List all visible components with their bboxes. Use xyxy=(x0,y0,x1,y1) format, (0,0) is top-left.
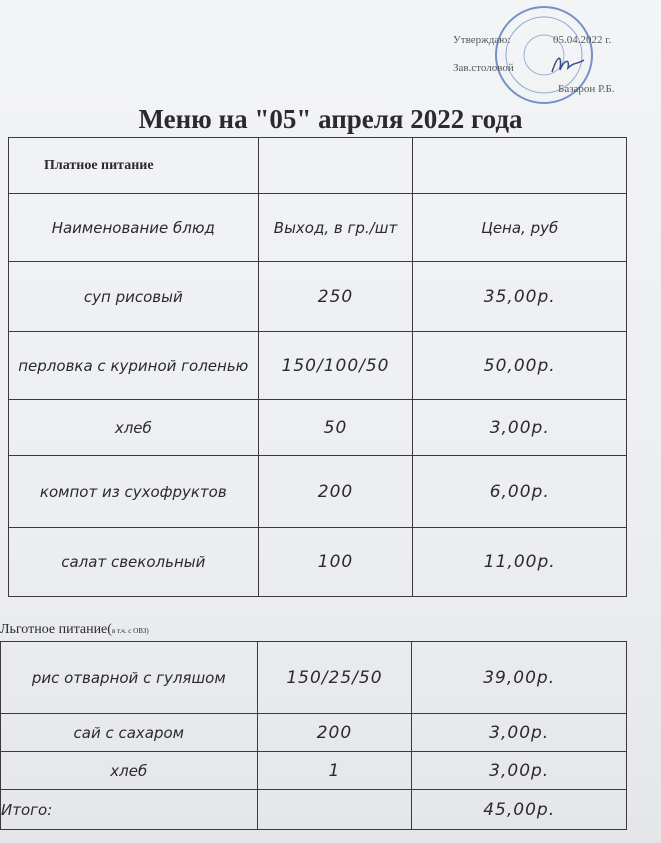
approve-position: Зав.столовой xyxy=(453,62,514,74)
total-row xyxy=(1,790,627,830)
table-row xyxy=(1,752,627,790)
empty-cell xyxy=(413,138,627,194)
page-title: Меню на "05" апреля 2022 года xyxy=(138,104,523,134)
table-row xyxy=(9,138,627,194)
approve-date: 05.04.2022 г. xyxy=(553,34,612,46)
benefit-section-label xyxy=(0,622,149,638)
dish-price: 6,00р. xyxy=(413,456,627,528)
empty-cell xyxy=(258,138,413,194)
dish-name: рис отварной с гуляшом xyxy=(1,642,258,714)
table-row xyxy=(9,528,627,597)
benefit-label: Льготное питание( xyxy=(0,622,112,637)
header-price: Цена, руб xyxy=(413,194,627,262)
dish-price: 11,00р. xyxy=(413,528,627,597)
paid-section-label: Платное питание xyxy=(9,138,259,194)
table-row xyxy=(1,714,627,752)
table-row xyxy=(9,456,627,528)
dish-name: компот из сухофруктов xyxy=(9,456,259,528)
table-row xyxy=(9,332,627,400)
dish-price: 39,00р. xyxy=(412,642,627,714)
dish-name: сай с сахаром xyxy=(1,714,258,752)
dish-output: 50 xyxy=(258,400,413,456)
dish-output: 200 xyxy=(257,714,412,752)
paid-menu-table xyxy=(8,137,627,597)
dish-name: салат свекольный xyxy=(9,528,259,597)
table-row xyxy=(9,262,627,332)
empty-cell xyxy=(257,790,412,830)
table-row xyxy=(1,642,627,714)
dish-price: 35,00р. xyxy=(413,262,627,332)
dish-output: 100 xyxy=(258,528,413,597)
dish-output: 250 xyxy=(258,262,413,332)
dish-output: 200 xyxy=(258,456,413,528)
dish-name: суп рисовый xyxy=(9,262,259,332)
table-row xyxy=(9,400,627,456)
approve-label: Утверждаю: xyxy=(453,34,511,46)
table-header-row xyxy=(9,194,627,262)
dish-output: 1 xyxy=(257,752,412,790)
dish-name: хлеб xyxy=(9,400,259,456)
benefit-menu-table xyxy=(0,641,627,830)
header-dish: Наименование блюд xyxy=(9,194,259,262)
dish-output: 150/25/50 xyxy=(257,642,412,714)
dish-output: 150/100/50 xyxy=(258,332,413,400)
dish-price: 3,00р. xyxy=(412,752,627,790)
signature xyxy=(548,52,588,78)
total-value: 45,00р. xyxy=(412,790,627,830)
header-output: Выход, в гр./шт xyxy=(258,194,413,262)
dish-price: 3,00р. xyxy=(412,714,627,752)
dish-price: 50,00р. xyxy=(413,332,627,400)
dish-name: хлеб xyxy=(1,752,258,790)
benefit-note: в т.ч. с ОВЗ) xyxy=(111,627,149,635)
dish-price: 3,00р. xyxy=(413,400,627,456)
dish-name: перловка с куриной голенью xyxy=(9,332,259,400)
total-label: Итого: xyxy=(1,790,258,830)
approve-name: Базарон Р.Б. xyxy=(558,83,615,95)
